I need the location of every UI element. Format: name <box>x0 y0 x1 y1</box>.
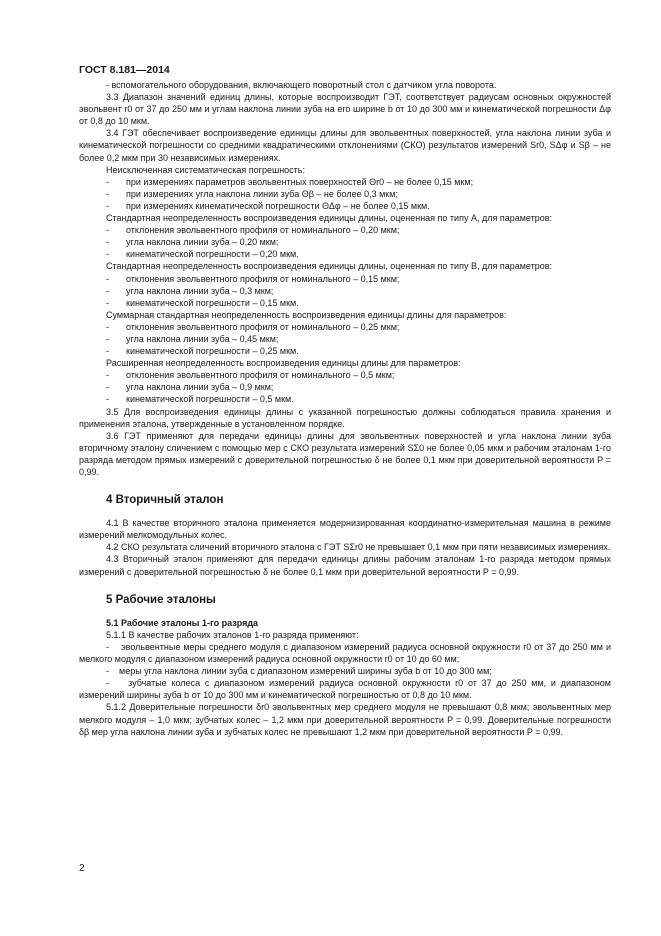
list-item: - кинематической погрешности – 0,5 мкм. <box>106 394 294 405</box>
paragraph-3-5: 3.5 Для воспроизведения единицы длины с указанной погрешностью должны соблюдаться правила хранения и применения эталона, утвержденные в установленном порядке. <box>79 406 611 429</box>
list-item: - при измерениях угла наклона линии зуба Θβ – не более 0,3 мкм; <box>106 188 398 199</box>
list-item: - эвольвентные меры среднего модуля с диапазоном измерений радиуса основной окружности r0 от 37 до 250 мм и мелкого модуля с диапазоном измерений радиуса основной окружности r0 от 10 до 60 мм; <box>79 641 611 665</box>
list-item: - отклонения эвольвентного профиля от номинального – 0,25 мкм; <box>106 321 400 332</box>
type-a-heading: Стандартная неопределенность воспроизведения единицы длины, оцененная по типу А, для параметров: <box>106 213 553 224</box>
expanded-uncertainty-heading: Расширенная неопределенность воспроизведения единицы длины для параметров: <box>106 358 461 369</box>
document-body <box>79 79 611 738</box>
paragraph-3-3: 3.3 Диапазон значений единиц длины, которые воспроизводит ГЭТ, соответствует радиусам основных окружностей эвольвент r0 от 37 до 250 мм и углам наклона линии зуба на его ширине b от 10 до 300 мм и кинематической погрешности Δφ от 0,8 до 10 мкм. <box>79 92 611 127</box>
list-item: - зубчатые колеса с диапазоном измерений радиуса основной окружности r0 от 37 до 250 мм, и диапазоном измерений ширины зуба b от 10 до 300 мм и кинематической погрешностью от 0,8 до 10 мкм. <box>79 678 611 701</box>
subsection-5-1-title: 5.1 Рабочие эталоны 1-го разряда <box>106 617 259 628</box>
list-item: - кинематической погрешности – 0,15 мкм. <box>106 297 299 308</box>
systematic-error-heading: Неисключенная систематическая погрешность: <box>106 164 305 175</box>
list-item: - при измерениях кинематической погрешности ΘΔφ – не более 0,15 мкм. <box>106 200 430 211</box>
paragraph-5-1-1: 5.1.1 В качестве рабочих эталонов 1-го разряда применяют: <box>106 629 359 640</box>
paragraph-3-4: 3.4 ГЭТ обеспечивает воспроизведение единицы длины для эвольвентных поверхностей, угла наклона линии зуба и кинематической погрешности со средними квадратическими отклонениями (СКО) результатов измерений Sr0, SΔφ и Sβ – не более 0,2 мкм при 30 независимых измерениях. <box>79 128 611 163</box>
list-item: - угла наклона линии зуба – 0,20 мкм; <box>106 237 279 248</box>
combined-uncertainty-heading: Суммарная стандартная неопределенность воспроизведения единицы длины для параметров: <box>106 309 507 320</box>
section-5-title: 5 Рабочие эталоны <box>106 593 216 606</box>
page-header: ГОСТ 8.181—2014 <box>79 64 170 76</box>
page-number: 2 <box>79 863 85 874</box>
list-item: - кинематической погрешности – 0,20 мкм. <box>106 249 299 260</box>
paragraph-3-6: 3.6 ГЭТ применяют для передачи единицы длины для эвольвентных поверхностей и угла наклона линии зуба вторичному эталону сличением с помощью мер с СКО результата измерений SΣ0 не более 0,05 мкм и рабочим эталонам 1-го разряда методом прямых измерений с доверительной погрешностью δ не более 0,1 мкм при доверительной вероятности P = 0,99. <box>79 430 611 477</box>
list-item: - при измерениях параметров эвольвентных поверхностей Θr0 – не более 0,15 мкм; <box>106 176 474 187</box>
section-4-title: 4 Вторичный эталон <box>106 494 224 507</box>
type-b-heading: Стандартная неопределенность воспроизведения единицы длины, оцененная по типу В, для параметров: <box>106 261 553 272</box>
paragraph-4-1: 4.1 В качестве вторичного эталона применяется модернизированная координатно-измерительная машина в режиме измерений мелкомодульных колес. <box>79 518 611 541</box>
list-item: - кинематической погрешности – 0,25 мкм. <box>106 346 299 357</box>
list-item: - меры угла наклона линии зуба с диапазоном измерений ширины зуба b от 10 до 300 мм; <box>106 666 492 677</box>
list-item: - угла наклона линии зуба – 0,3 мкм; <box>106 285 274 296</box>
list-item: - угла наклона линии зуба – 0,9 мкм; <box>106 382 274 393</box>
list-item: - угла наклона линии зуба – 0,45 мкм; <box>106 333 279 344</box>
paragraph-4-3: 4.3 Вторичный эталон применяют для передачи единицы длины рабочим эталонам 1-го разряда методом прямых измерений с доверительной погрешностью δ не более 0,1 мкм при доверительной вероятности P = 0,99. <box>79 554 611 577</box>
paragraph-continuation: - вспомогательного оборудования, включающего поворотный стол с датчиком угла поворота. <box>106 80 497 90</box>
list-item: - отклонения эвольвентного профиля от номинального – 0,5 мкм; <box>106 370 395 381</box>
paragraph-4-2: 4.2 СКО результата сличений вторичного эталона с ГЭТ SΣr0 не превышает 0,1 мкм при пяти независимых измерениях. <box>106 542 611 553</box>
list-item: - отклонения эвольвентного профиля от номинального – 0,15 мкм; <box>106 273 400 284</box>
paragraph-5-1-2: 5.1.2 Доверительные погрешности δr0 эвольвентных мер среднего модуля не превышают 0,8 мкм; эвольвентных мер мелкого модуля – 1,0 мкм; зубчатых колес – 1,2 мкм при доверительной вероятности P = 0,99. Доверительные погрешности δβ мер угла наклона линии зуба и зубчатых колес не превышают 1,2 мкм при доверительной вероятности P = 0,99. <box>79 702 611 737</box>
list-item: - отклонения эвольвентного профиля от номинального – 0,20 мкм; <box>106 225 400 236</box>
